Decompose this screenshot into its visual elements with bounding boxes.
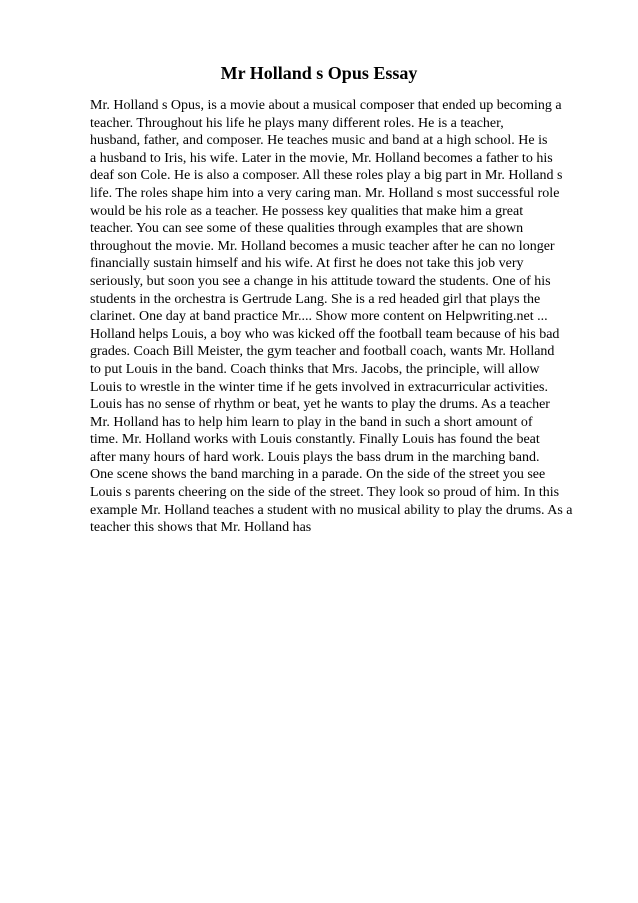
essay-line: deaf son Cole. He is also a composer. All these roles play a big part in Mr. Holland s xyxy=(90,168,563,184)
essay-line: teacher this shows that Mr. Holland has xyxy=(90,520,312,536)
essay-line: would be his role as a teacher. He possess key qualities that make him a great xyxy=(90,203,524,219)
essay-line: time. Mr. Holland works with Louis constantly. Finally Louis has found the beat xyxy=(90,432,540,448)
essay-line: Mr. Holland s Opus, is a movie about a musical composer that ended up becoming a xyxy=(90,98,562,113)
essay-line: husband, father, and composer. He teaches music and band at a high school. He is xyxy=(90,133,548,149)
essay-line: to put Louis in the band. Coach thinks that Mrs. Jacobs, the principle, will allow xyxy=(90,361,540,377)
essay-line: students in the orchestra is Gertrude Lang. She is a red headed girl that plays the xyxy=(90,291,541,307)
essay-line: One scene shows the band marching in a parade. On the side of the street you see xyxy=(90,467,546,483)
page-title: Mr Holland s Opus Essay xyxy=(220,63,418,83)
essay-line: Holland helps Louis, a boy who was kicked off the football team because of his bad xyxy=(90,326,560,342)
essay-line: after many hours of hard work. Louis plays the bass drum in the marching band. xyxy=(90,449,540,465)
essay-line: example Mr. Holland teaches a student with no musical ability to play the drums. As a xyxy=(90,502,573,518)
essay-line: a husband to Iris, his wife. Later in the movie, Mr. Holland becomes a father to his xyxy=(90,150,553,166)
essay-body xyxy=(90,97,600,537)
essay-line: life. The roles shape him into a very caring man. Mr. Holland s most successful role xyxy=(90,185,560,201)
essay-line: financially sustain himself and his wife. At first he does not take this job very xyxy=(90,256,524,272)
essay-line: teacher. Throughout his life he plays many different roles. He is a teacher, xyxy=(90,115,504,131)
essay-line: grades. Coach Bill Meister, the gym teacher and football coach, wants Mr. Holland xyxy=(90,344,555,360)
essay-line: throughout the movie. Mr. Holland becomes a music teacher after he can no longer xyxy=(90,238,555,254)
essay-line: Louis to wrestle in the winter time if he gets involved in extracurricular activities. xyxy=(90,379,548,395)
essay-line: Louis has no sense of rhythm or beat, yet he wants to play the drums. As a teacher xyxy=(90,397,550,413)
essay-line: clarinet. One day at band practice Mr.... Show more content on Helpwriting.net ... xyxy=(90,309,548,325)
essay-line: teacher. You can see some of these qualities through examples that are shown xyxy=(90,221,524,237)
essay-line: Louis s parents cheering on the side of the street. They look so proud of him. In this xyxy=(90,485,560,501)
essay-line: seriously, but soon you see a change in his attitude toward the students. One of his xyxy=(90,273,551,289)
essay-line: Mr. Holland has to help him learn to play in the band in such a short amount of xyxy=(90,414,533,430)
